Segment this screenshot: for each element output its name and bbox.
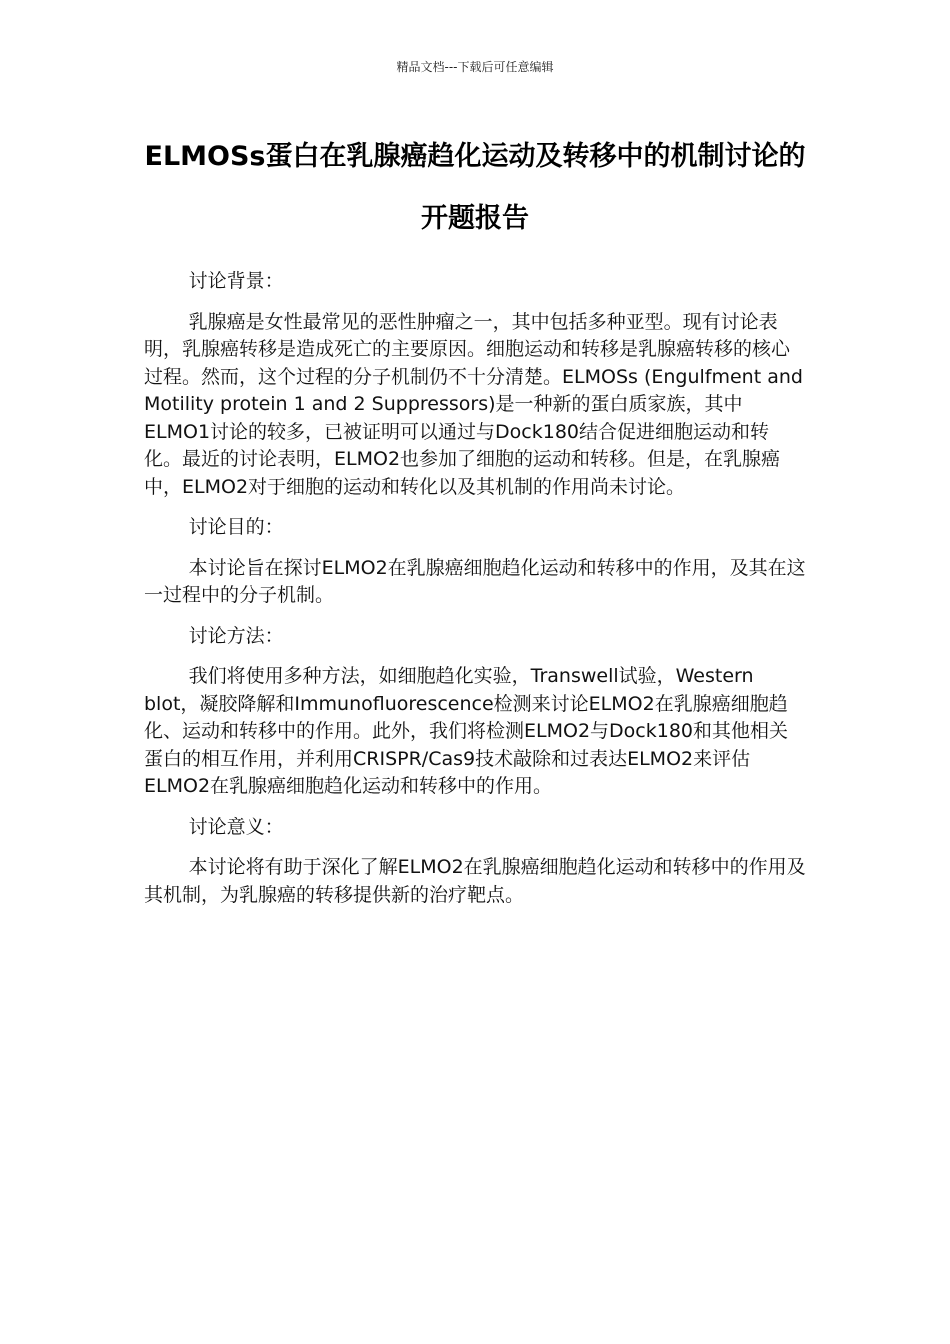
section-body-significance: 本讨论将有助于深化了解ELMO2在乳腺癌细胞趋化运动和转移中的作用及其机制，为乳腺癌的转移提供新的治疗靶点。 (144, 856, 806, 906)
header-note: 精品文档---下载后可任意编辑 (396, 60, 554, 74)
section-body-background: 乳腺癌是女性最常见的恶性肿瘤之一，其中包括多种亚型。现有讨论表明，乳腺癌转移是造成死亡的主要原因。细胞运动和转移是乳腺癌转移的核心过程。然而，这个过程的分子机制仍不十分清楚。ELMOSs (Engulfment and Motility protein 1 and 2 Suppressors)是一种新的蛋白质家族，其中ELMO1讨论的较多，已被证明可以通过与Dock180结合促进细胞运动和转化。最近的讨论表明，ELMO2也参加了细胞的运动和转移。但是，在乳腺癌中，ELMO2对于细胞的运动和转化以及其机制的作用尚未讨论。 (144, 310, 803, 498)
section-heading-methods: 讨论方法： (188, 624, 284, 647)
document-title: ELMOSs蛋白在乳腺癌趋化运动及转移中的机制讨论的开题报告 (144, 141, 806, 234)
section-heading-significance: 讨论意义： (188, 815, 284, 838)
document-body (144, 268, 806, 922)
section-body-methods: 我们将使用多种方法，如细胞趋化实验，Transwell试验，Western blot，凝胶降解和Immunofluorescence检测来讨论ELMO2在乳腺癌细胞趋化、运动和转移中的作用。此外，我们将检测ELMO2与Dock180和其他相关蛋白的相互作用，并利用CRISPR/Cas9技术敲除和过表达ELMO2来评估ELMO2在乳腺癌细胞趋化运动和转移中的作用。 (144, 665, 788, 797)
section-body-purpose: 本讨论旨在探讨ELMO2在乳腺癌细胞趋化运动和转移中的作用，及其在这一过程中的分子机制。 (144, 556, 806, 606)
section-heading-purpose: 讨论目的： (188, 516, 284, 538)
section-heading-background: 讨论背景： (188, 270, 284, 292)
